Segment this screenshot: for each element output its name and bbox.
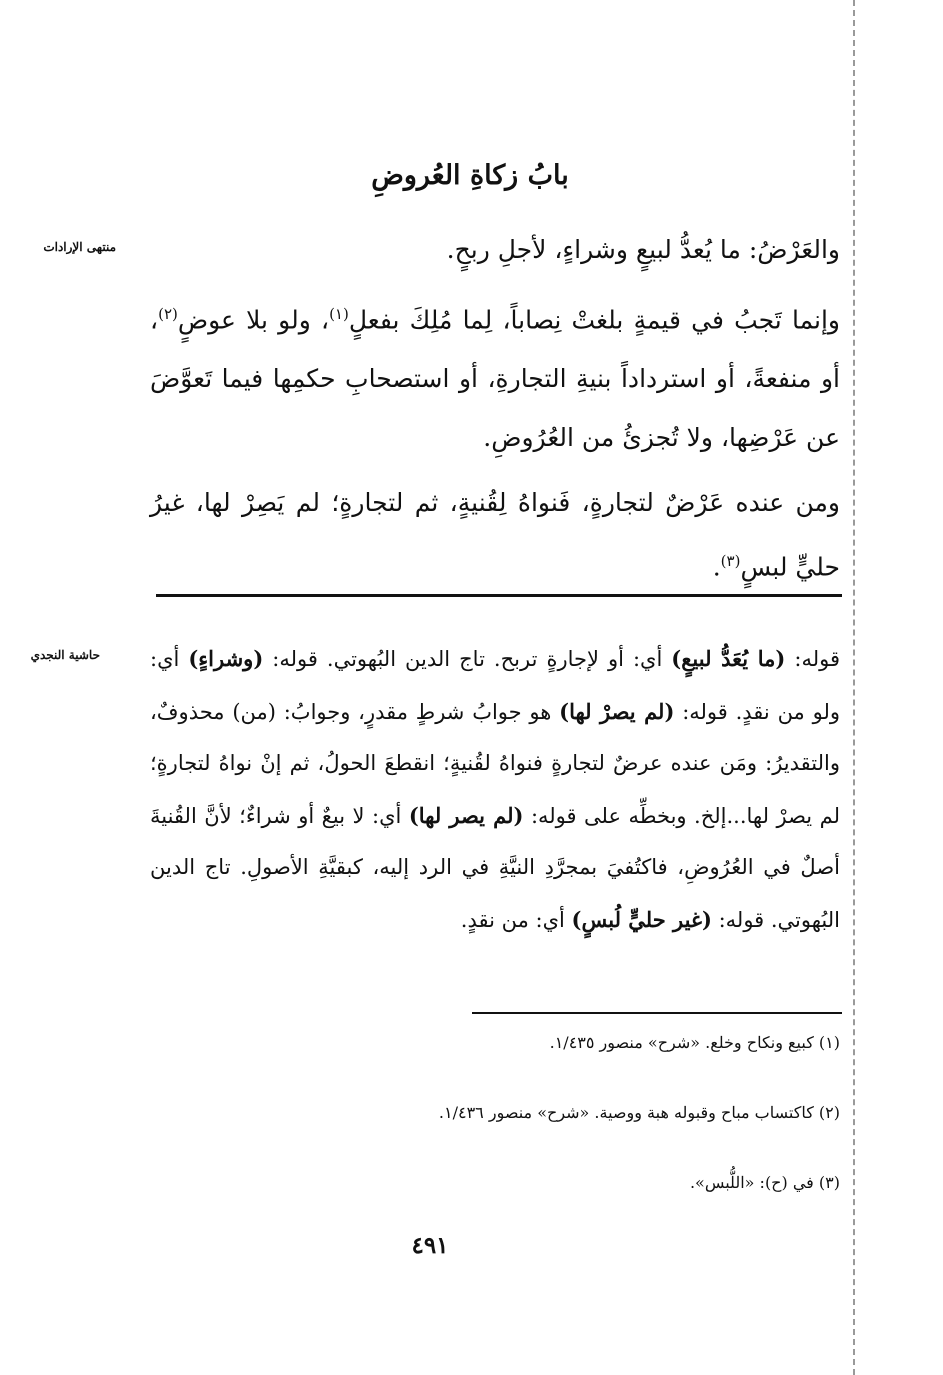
quoted-term: (غير حليٍّ لُبسٍ): [571, 906, 712, 932]
main-paragraph-3: ومن عنده عَرْضٌ لتجارةٍ، فَنواهُ لِقُنيةٍ، ثم لتجارةٍ؛ لم يَصِرْ لها، غيرُ حليٍّ لبسٍ$^{(٣)}$.: [150, 488, 840, 582]
footnotes: [150, 1023, 840, 1233]
footnote-3: (٣) في (ح): «اللُّبس».: [689, 1173, 840, 1192]
chapter-title: بابُ زكاةِ العُروضِ: [371, 160, 569, 191]
page-number: ٤٩١: [411, 1232, 449, 1259]
footnote-divider: [472, 1012, 842, 1014]
quoted-term: (لم يصر لها): [408, 802, 524, 828]
footnote-ref-3[interactable]: (٣): [720, 552, 741, 571]
section-divider: [156, 594, 842, 597]
commentary-paragraph: قوله: (ما يُعَدُّ لبيعٍ) أي: أو لإجارةٍ تربح. تاج الدين البُهوتي. قوله: (وشراءٍ) أي: ولو من نقدٍ. قوله: (لم يصرْ لها) هو جوابُ شرطٍ مقدرٍ، وجوابُ: (من) محذوفٌ، والتقديرُ: ومَن عنده عرضٌ لتجارةٍ فنواهُ لقُنيةٍ؛ انقطعَ الحولُ، ثم إنْ نواهُ لتجارةٍ؛ لم يصرْ لها...إلخ. وبخطِّه على قوله: (لم يصر لها) أي: لا بيعٌ أو شراءٌ؛ لأنَّ القُنيةَ أصلٌ في العُرُوضِ، فاكتُفيَ بمجرَّدِ النيَّةِ في الرد إليه، كبقيَّةِ الأصولِ. تاج الدين البُهوتي. قوله: (غير حليٍّ لُبسٍ) أي: من نقدٍ.: [150, 646, 840, 932]
quoted-term: (ما يُعَدُّ لبيعٍ): [671, 646, 786, 671]
side-label-main-text: منتهى الإرادات: [43, 240, 116, 254]
footnote-ref-2[interactable]: (٢): [158, 305, 178, 323]
side-label-commentary: حاشية النجدي: [30, 648, 100, 662]
quoted-term: (لم يصرْ لها): [559, 698, 675, 724]
footnote-1: (١) كبيع ونكاح وخلع. «شرح» منصور ١/٤٣٥.: [549, 1033, 840, 1052]
footnote-2: (٢) كاكتساب مباح وقبوله هبة ووصية. «شرح» منصور ١/٤٣٦.: [438, 1103, 840, 1122]
main-paragraph-1: والعَرْضُ: ما يُعدُّ لبيعٍ وشراءٍ، لأجلِ ربحٍ.: [446, 235, 840, 264]
quoted-term: (وشراءٍ): [188, 646, 264, 671]
main-paragraph-2: وإنما تَجبُ في قيمةٍ بلغتْ نِصاباً، لِما مُلِكَ بفعلٍ$^{(١)}$، ولو بلا عوضٍ$^{(٢)}$، أو منفعةً، أو استرداداً بنيةِ التجارةِ، أو استصحابِ حكمِها فيما تَعوَّضَ عن عَرْضِها، ولا تُجزئُ من العُرُوضِ.: [150, 305, 841, 453]
footnote-ref-1[interactable]: (١): [329, 305, 349, 323]
commentary-body: [150, 633, 840, 946]
main-text-body: [150, 220, 840, 597]
scan-edge-dashed-line: [853, 0, 855, 1375]
